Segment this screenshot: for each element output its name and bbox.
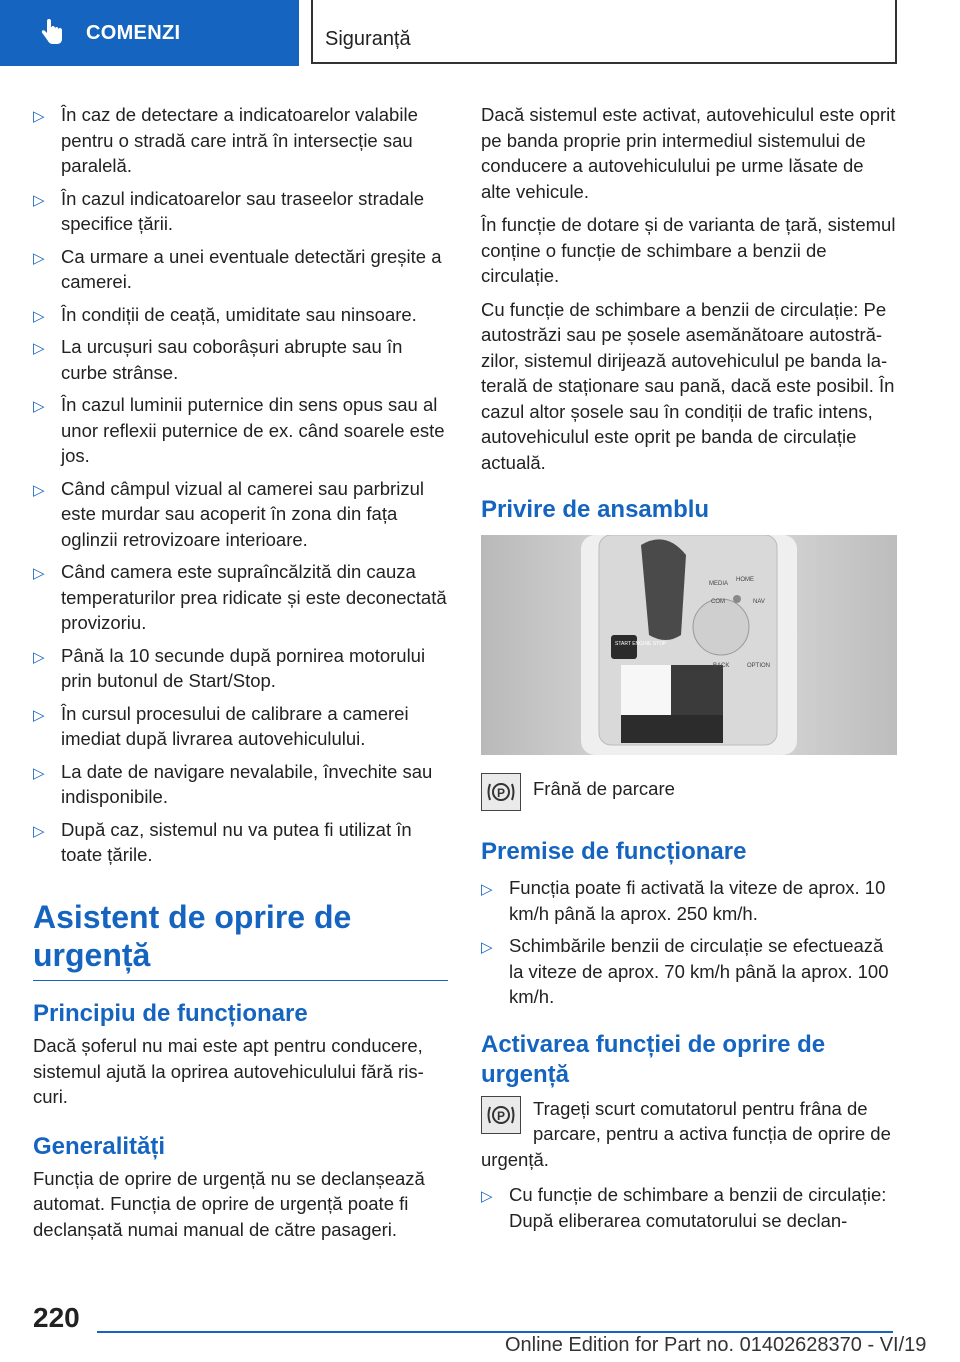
chapter-rule <box>33 980 448 982</box>
left-column <box>33 102 448 1250</box>
svg-text:P: P <box>497 1108 506 1123</box>
right-column <box>481 102 897 1240</box>
back-label: BACK <box>713 663 730 669</box>
footer-rule <box>97 1331 893 1333</box>
list-item: ▷ Până la 10 secunde după pornirea motorului prin butonul de Start/Stop. <box>33 644 426 691</box>
principle-heading: Principiu de funcționare <box>33 1000 308 1027</box>
triangle-bullet-icon: ▷ <box>481 881 493 898</box>
triangle-bullet-icon: ▷ <box>33 307 45 325</box>
parking-brake-icon <box>481 773 521 811</box>
list-item: ▷ Când camera este supraîncălzită din cauza temperaturilor prea ridicate și este deconectată provizoriu. <box>33 561 447 633</box>
triangle-bullet-icon: ▷ <box>481 939 493 956</box>
principle-text: Dacă șoferul nu mai este apt pentru conducere, sistemul ajută la oprirea autovehiculului fără riscuri. <box>33 1035 424 1107</box>
triangle-bullet-icon: ▷ <box>33 340 45 357</box>
footer-edition: Online Edition for Part no. 01402628370 - VI/19 <box>505 1334 927 1356</box>
nav-label: NAV <box>753 599 765 605</box>
prereq-heading: Premise de funcționare <box>481 838 747 865</box>
svg-text:P: P <box>497 786 506 800</box>
option-label: OPTION <box>747 663 771 669</box>
triangle-bullet-icon: ▷ <box>33 108 45 125</box>
list-item: ▷ În cursul procesului de calibrare a camerei imediat după livrarea autovehiculului. <box>33 702 409 749</box>
overview-heading: Privire de ansamblu <box>481 496 710 523</box>
list-item: ▷ În condiții de ceață, umiditate sau ninsoare. <box>33 302 448 328</box>
header-tab[interactable] <box>0 0 299 66</box>
list-item: ▷ În cazul luminii puternice din sens opus sau al unor reflexii puternice de ex. când soarele este jos. <box>33 394 445 466</box>
com-label: COM <box>711 599 725 605</box>
activation-heading: Activarea funcției de oprire de urgență <box>481 1030 826 1088</box>
prereq-list <box>481 875 897 1010</box>
parking-brake-caption: Frână de parcare <box>533 778 675 799</box>
parking-brake-row <box>481 773 897 815</box>
triangle-bullet-icon: ▷ <box>33 398 45 415</box>
list-item: ▷ În caz de detectare a indicatoarelor valabile pentru o stradă care intră în intersecție sau paralelă. <box>33 104 418 176</box>
hand-pointer-icon <box>36 16 68 48</box>
activation-row <box>481 1096 897 1173</box>
triangle-bullet-icon: ▷ <box>33 648 45 666</box>
triangle-bullet-icon: ▷ <box>481 1188 493 1205</box>
list-item: ▷ Când câmpul vizual al camerei sau parbrizul este murdar sau acoperit în zona din fața oglinzii retrovizoare interioare. <box>33 477 424 550</box>
home-label: HOME <box>736 577 754 583</box>
list-item: ▷ La urcușuri sau coborâșuri abrupte sau în curbe strânse. <box>33 336 403 383</box>
paragraph-activated: Dacă sistemul este activat, autovehiculul este oprit pe banda proprie prin intermediul sistemului de conducere a autovehiculului pe urme lăsate de alte vehicule. <box>481 104 896 202</box>
triangle-bullet-icon: ▷ <box>33 191 45 209</box>
media-label: MEDIA <box>709 581 729 587</box>
triangle-bullet-icon: ▷ <box>33 764 45 782</box>
header-tab-label: COMENZI <box>86 22 181 44</box>
list-item: ▷ În cazul indicatoarelor sau traseelor stradale specifice țării. <box>33 187 424 234</box>
list-item: ▷ Ca urmare a unei eventuale detectări greșite a camerei. <box>33 245 442 292</box>
condition-list <box>33 102 448 868</box>
triangle-bullet-icon: ▷ <box>33 565 45 582</box>
activation-text: Trageți scurt comutatorul pentru frâna de parcare, pentru a activa funcția de oprire de urgență. <box>481 1097 891 1170</box>
list-item: ▷ Cu funcție de schimbare a benzii de circulație: După eliberarea comutatorului se declan- <box>481 1184 887 1231</box>
triangle-bullet-icon: ▷ <box>33 249 45 267</box>
header-section-title: Siguranță <box>325 28 411 50</box>
list-item: ▷ După caz, sistemul nu va putea fi utilizat în toate țările. <box>33 818 412 865</box>
general-heading: Generalități <box>33 1132 166 1160</box>
center-console-illustration <box>481 535 897 755</box>
triangle-bullet-icon: ▷ <box>33 706 45 724</box>
general-text: Funcția de oprire de urgență nu se declanșează automat. Funcția de oprire de urgență poate fi declanșată numai manual de către pasageri. <box>33 1167 425 1240</box>
paragraph-lane-change: Cu funcție de schimbare a benzii de circulație: Pe autostrăzi sau pe șosele asemănătoare autostrăzilor, sistemul dirijează autovehiculul pe banda laterală de staționare sau pană, dacă este posibil. În cazul altor șosele sau în condiții de trafic intens, autovehiculul este oprit pe banda de circulație actuală. <box>481 298 895 473</box>
list-item: ▷ Funcția poate fi activată la viteze de aprox. 10 km/h până la aprox. 250 km/h. <box>481 877 886 924</box>
start-button-label: START ENGINE STOP <box>615 641 667 647</box>
page-number: 220 <box>33 1302 80 1333</box>
parking-brake-icon <box>481 1096 521 1134</box>
paragraph-equipment: În funcție de dotare și de varianta de țară, sistemul conține o funcție de schimbare a benzii de circulație. <box>481 214 896 286</box>
triangle-bullet-icon: ▷ <box>33 822 45 840</box>
chapter-title: Asistent de oprire de urgență <box>33 898 352 973</box>
triangle-bullet-icon: ▷ <box>33 481 45 499</box>
center-console-photo <box>481 535 897 755</box>
list-item: ▷ La date de navigare nevalabile, învechite sau indisponibile. <box>33 760 433 807</box>
activation-list <box>481 1182 897 1233</box>
list-item: ▷ Schimbările benzii de circulație se efectuează la viteze de aprox. 70 km/h până la aprox. 100 km/h. <box>481 935 889 1007</box>
